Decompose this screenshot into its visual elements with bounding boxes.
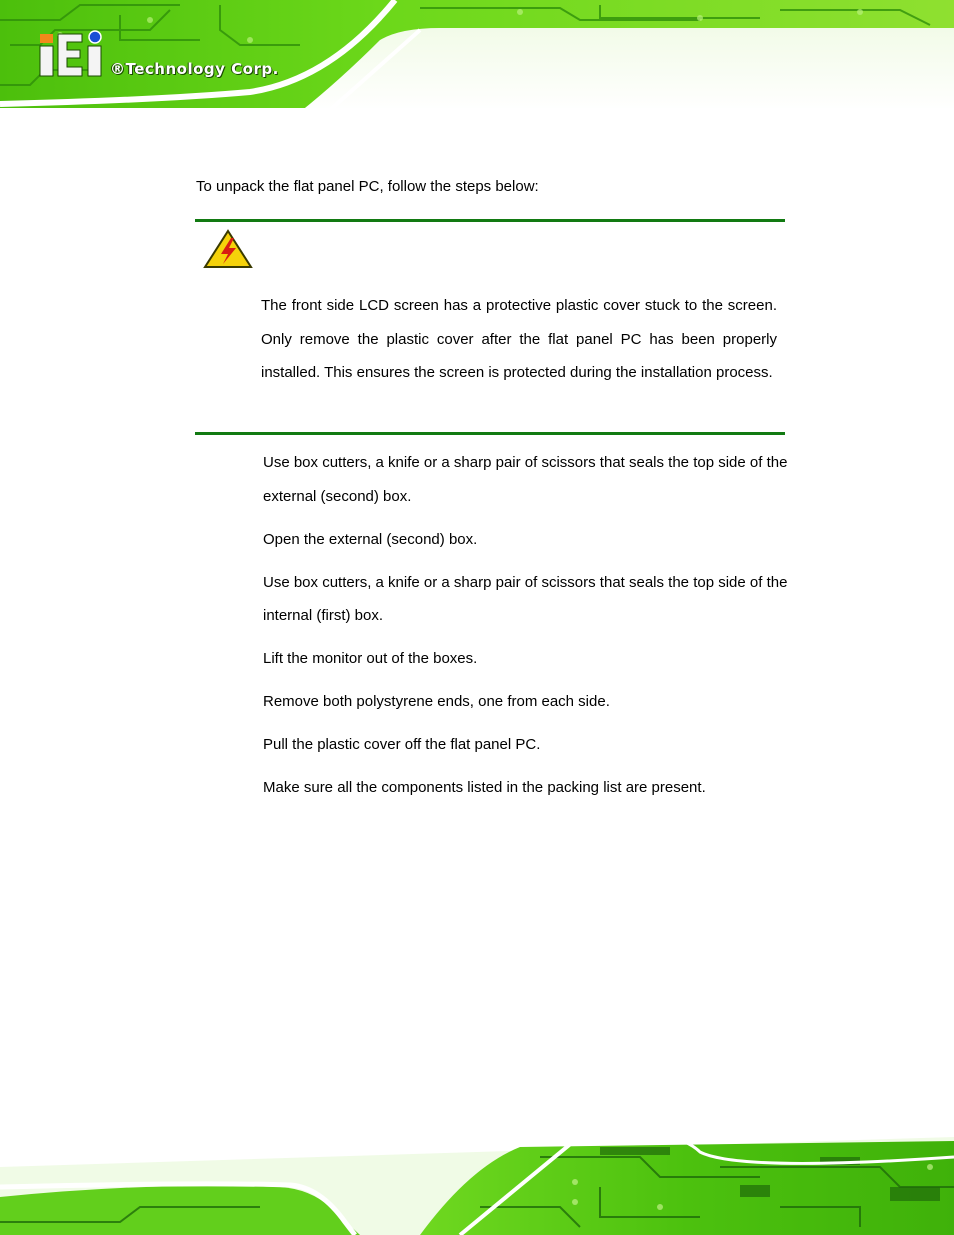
intro-text: To unpack the flat panel PC, follow the steps below: <box>196 178 539 195</box>
list-item: Make sure all the components listed in the packing list are present. <box>263 779 706 796</box>
list-item: Open the external (second) box. <box>263 530 478 548</box>
warning-triangle-lightning-icon <box>203 229 253 269</box>
list-item: Lift the monitor out of the boxes. <box>263 650 478 667</box>
list-item: Remove both polystyrene ends, one from each side. <box>263 693 610 710</box>
company-logo-text: ®Technology Corp. <box>110 60 279 78</box>
list-item: Pull the plastic cover off the flat panel PC. <box>263 736 541 753</box>
unpacking-steps-list <box>263 446 823 814</box>
circuit-board-footer-graphic <box>0 1127 954 1235</box>
list-item: Use box cutters, a knife or a sharp pair of scissors that seals the top side of the external (second) box. <box>263 454 788 505</box>
circuit-board-header-graphic <box>0 0 954 112</box>
warning-text: The front side LCD screen has a protective plastic cover stuck to the screen. Only remove the plastic cover after the flat panel PC has been properly installed. This ensures the screen is protected during the installation process. <box>261 297 777 382</box>
warning-bottom-rule <box>195 432 785 435</box>
list-item: Use box cutters, a knife or a sharp pair of scissors that seals the top side of the internal (first) box. <box>263 573 788 624</box>
page-footer-banner <box>0 1127 954 1235</box>
page-header-banner <box>0 0 954 112</box>
warning-top-rule <box>195 219 785 222</box>
